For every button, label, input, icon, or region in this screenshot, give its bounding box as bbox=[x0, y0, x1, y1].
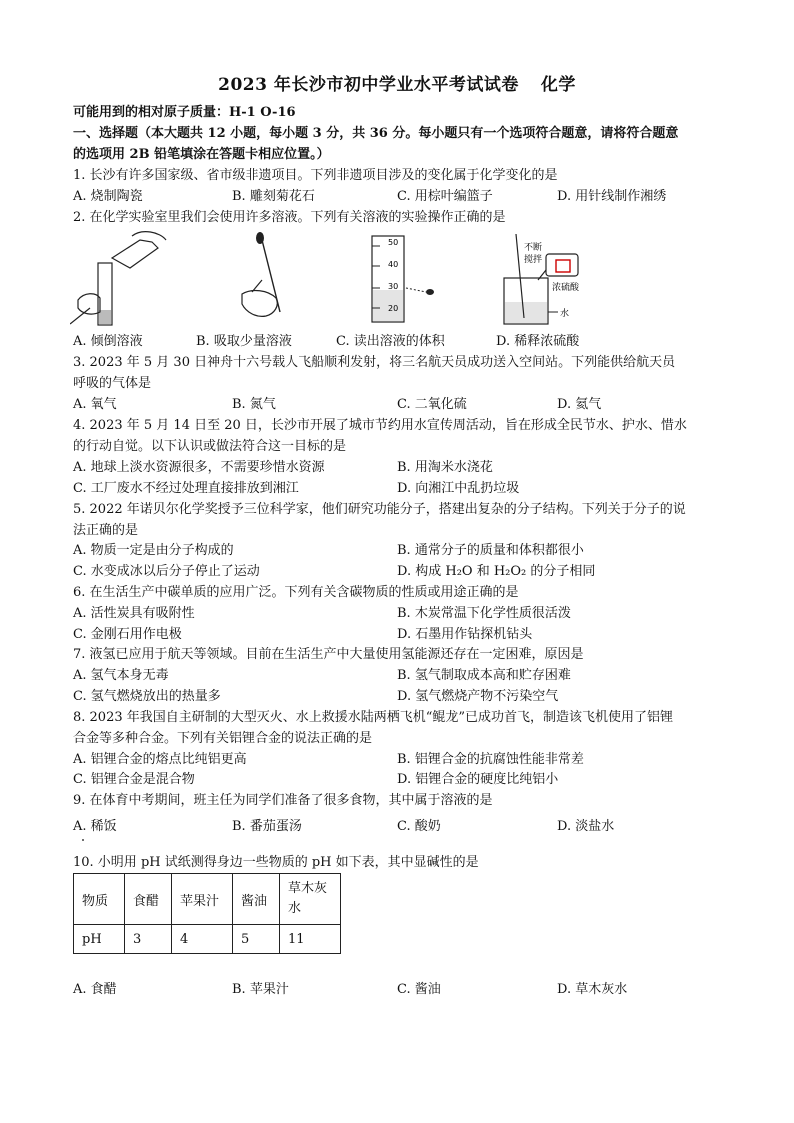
atomic-mass-line: 可能用到的相对原子质量：H-1 O-16 bbox=[73, 105, 296, 120]
table-cell: 食醋 bbox=[125, 874, 172, 925]
q4-option-d: D. 向湘江中乱扔垃圾 bbox=[397, 481, 520, 496]
q1-option-a: A. 烧制陶瓷 bbox=[73, 189, 143, 204]
table-cell: pH bbox=[74, 925, 125, 954]
q1-option-b: B. 雕刻菊花石 bbox=[232, 189, 315, 204]
table-cell: 5 bbox=[233, 925, 280, 954]
q3-stem-2: 呼吸的气体是 bbox=[73, 376, 152, 391]
q4-stem-1: 4. 2023 年 5 月 14 日至 20 日，长沙市开展了城市节约用水宣传周活动，旨在形成全民节水、护水、惜水 bbox=[73, 418, 687, 433]
label-stir-1: 不断 bbox=[524, 243, 543, 253]
section-instruction-line2: 的选项用 2B 铅笔填涂在答题卡相应位置。） bbox=[73, 147, 330, 162]
q8-stem-1: 8. 2023 年我国自主研制的大型灭火、水上救援水陆两栖飞机“鲲龙”已成功首飞，制造该飞机使用了铝锂 bbox=[73, 710, 674, 725]
exam-title: 2023 年长沙市初中学业水平考试试卷 bbox=[218, 75, 519, 95]
table-cell: 物质 bbox=[74, 874, 125, 925]
q7-option-a: A. 氢气本身无毒 bbox=[73, 668, 169, 683]
subject-label: 化学 bbox=[540, 75, 576, 95]
q1-option-d: D. 用针线制作湘绣 bbox=[557, 189, 667, 204]
q2-option-b: B. 吸取少量溶液 bbox=[196, 334, 292, 349]
table-row bbox=[74, 925, 341, 954]
q6-stem: 6. 在生活生产中碳单质的应用广泛。下列有关含碳物质的性质或用途正确的是 bbox=[73, 585, 519, 600]
q2-option-d: D. 稀释浓硫酸 bbox=[496, 334, 580, 349]
q8-option-c: C. 铝锂合金是混合物 bbox=[73, 772, 195, 787]
q1-stem: 1. 长沙有许多国家级、省市级非遗项目。下列非遗项目涉及的变化属于化学变化的是 bbox=[73, 168, 558, 183]
table-cell: 草木灰水 bbox=[280, 874, 341, 925]
q9-option-c: C. 酸奶 bbox=[397, 819, 441, 834]
q2-stem: 2. 在化学实验室里我们会使用许多溶液。下列有关溶液的实验操作正确的是 bbox=[73, 210, 506, 225]
table-cell: 3 bbox=[125, 925, 172, 954]
stray-dot bbox=[82, 839, 84, 841]
q1-option-c: C. 用棕叶编篮子 bbox=[397, 189, 493, 204]
cylinder-tick-50: 50 bbox=[388, 238, 399, 247]
cylinder-tick-40: 40 bbox=[388, 260, 399, 269]
table-cell: 苹果汁 bbox=[172, 874, 233, 925]
q4-option-b: B. 用淘米水浇花 bbox=[397, 460, 493, 475]
q3-option-a: A. 氧气 bbox=[73, 397, 117, 412]
q8-stem-2: 合金等多种合金。下列有关铝锂合金的说法正确的是 bbox=[73, 731, 373, 746]
q9-stem: 9. 在体育中考期间，班主任为同学们准备了很多食物，其中属于溶液的是 bbox=[73, 793, 493, 808]
q6-option-d: D. 石墨用作钻探机钻头 bbox=[397, 627, 533, 642]
q6-option-c: C. 金刚石用作电极 bbox=[73, 627, 182, 642]
q5-option-a: A. 物质一定是由分子构成的 bbox=[73, 543, 234, 558]
q10-option-c: C. 酱油 bbox=[397, 982, 441, 997]
cylinder-tick-20: 20 bbox=[388, 304, 399, 313]
q5-option-b: B. 通常分子的质量和体积都很小 bbox=[397, 543, 584, 558]
q4-option-c: C. 工厂废水不经过处理直接排放到湘江 bbox=[73, 481, 299, 496]
table-cell: 酱油 bbox=[233, 874, 280, 925]
table-row bbox=[74, 874, 341, 925]
page-title bbox=[0, 70, 794, 95]
q8-option-b: B. 铝锂合金的抗腐蚀性能非常差 bbox=[397, 752, 584, 767]
q3-stem-1: 3. 2023 年 5 月 30 日神舟十六号载人飞船顺利发射，将三名航天员成功送入空间站。下列能供给航天员 bbox=[73, 355, 676, 370]
q9-option-a: A. 稀饭 bbox=[73, 819, 117, 834]
q7-stem: 7. 液氢已应用于航天等领域。目前在生活生产中大量使用氢能源还存在一定困难，原因是 bbox=[73, 647, 584, 662]
q5-stem-1: 5. 2022 年诺贝尔化学奖授予三位科学家，他们研究功能分子，搭建出复杂的分子结构。下列关于分子的说 bbox=[73, 502, 686, 517]
dropper-illustration bbox=[232, 232, 312, 328]
q7-option-b: B. 氢气制取成本高和贮存困难 bbox=[397, 668, 571, 683]
q5-option-c: C. 水变成冰以后分子停止了运动 bbox=[73, 564, 260, 579]
q3-option-d: D. 氦气 bbox=[557, 397, 602, 412]
q6-option-b: B. 木炭常温下化学性质很活泼 bbox=[397, 606, 571, 621]
q7-option-c: C. 氢气燃烧放出的热量多 bbox=[73, 689, 221, 704]
label-acid: 浓硫酸 bbox=[552, 283, 580, 293]
label-stir-2: 搅拌 bbox=[524, 255, 543, 265]
q3-option-b: B. 氮气 bbox=[232, 397, 276, 412]
dilution-illustration bbox=[494, 230, 594, 330]
q8-option-d: D. 铝锂合金的硬度比纯铝小 bbox=[397, 772, 559, 787]
table-cell: 4 bbox=[172, 925, 233, 954]
q9-option-b: B. 番茄蛋汤 bbox=[232, 819, 302, 834]
q5-option-d: D. 构成 H₂O 和 H₂O₂ 的分子相同 bbox=[397, 564, 596, 579]
section-instruction-line1: 一、选择题（本大题共 12 小题，每小题 3 分，共 36 分。每小题只有一个选项符合题意，请将符合题意 bbox=[73, 126, 679, 141]
graduated-cylinder-illustration bbox=[362, 232, 452, 328]
cylinder-tick-30: 30 bbox=[388, 282, 399, 291]
ph-table bbox=[73, 873, 341, 954]
q7-option-d: D. 氢气燃烧产物不污染空气 bbox=[397, 689, 559, 704]
q2-option-c: C. 读出溶液的体积 bbox=[336, 334, 445, 349]
q9-option-d: D. 淡盐水 bbox=[557, 819, 615, 834]
table-cell: 11 bbox=[280, 925, 341, 954]
q10-option-b: B. 苹果汁 bbox=[232, 982, 289, 997]
q3-option-c: C. 二氧化硫 bbox=[397, 397, 467, 412]
q6-option-a: A. 活性炭具有吸附性 bbox=[73, 606, 195, 621]
q10-option-d: D. 草木灰水 bbox=[557, 982, 628, 997]
pouring-illustration bbox=[70, 228, 170, 328]
q4-stem-2: 的行动自觉。以下认识或做法符合这一目标的是 bbox=[73, 439, 347, 454]
q2-option-a: A. 倾倒溶液 bbox=[73, 334, 143, 349]
label-water: 水 bbox=[560, 309, 570, 319]
q10-option-a: A. 食醋 bbox=[73, 982, 117, 997]
q4-option-a: A. 地球上淡水资源很多，不需要珍惜水资源 bbox=[73, 460, 325, 475]
q10-stem: 10. 小明用 pH 试纸测得身边一些物质的 pH 如下表，其中显碱性的是 bbox=[73, 855, 479, 870]
q5-stem-2: 法正确的是 bbox=[73, 523, 139, 538]
q8-option-a: A. 铝锂合金的熔点比纯铝更高 bbox=[73, 752, 247, 767]
